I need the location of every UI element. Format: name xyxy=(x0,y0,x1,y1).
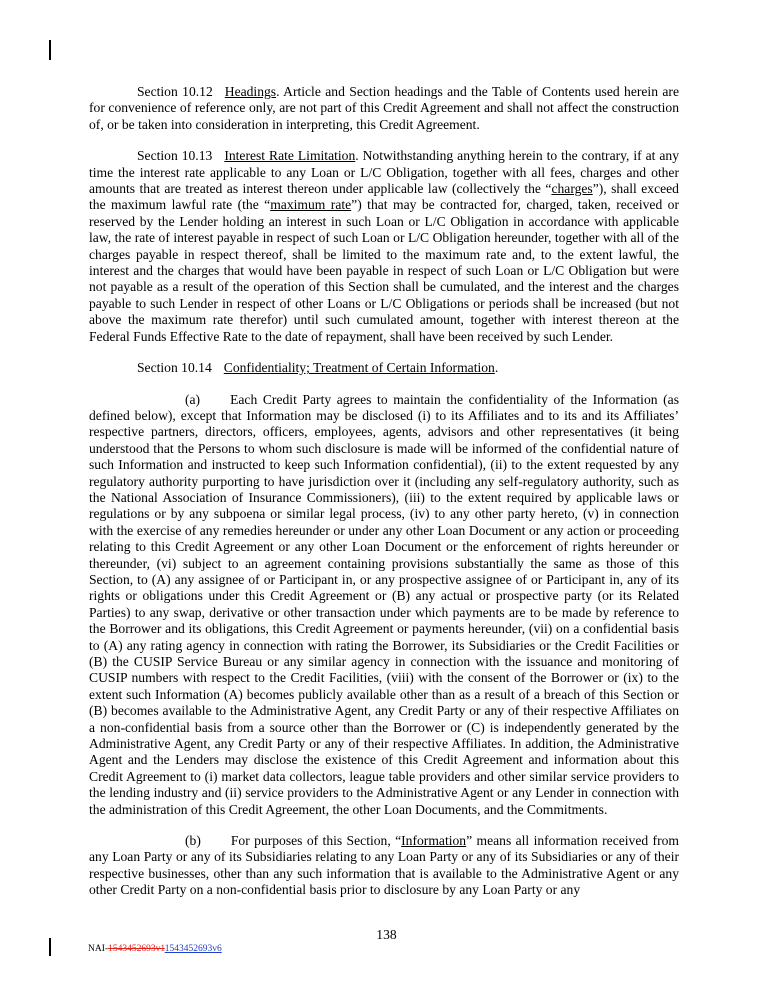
subsection-text: Each Credit Party agrees to maintain the confidentiality of the Information (as defined below), except that Information may be disclosed (i) to its Affiliates and to its and its Affiliates’ respective partners, directors, officers, employees, agents, advisors and other representatives (it being understood that the Persons to whom such disclosure is made will be informed of the confidential nature of such Information and instructed to keep such Information confidential), (ii) to the extent requested by any regulatory authority purporting to have jurisdiction over it (including any self-regulatory authority, such as the National Association of Insurance Commissioners), (iii) to the extent required by applicable laws or regulations or by any subpoena or similar legal process, (iv) to any other party hereto, (v) in connection with the exercise of any remedies hereunder or under any other Loan Document or any action or proceeding relating to this Credit Agreement or any other Loan Document or the enforcement of rights hereunder or thereunder, (vi) subject to an agreement containing provisions substantially the same as those of this Section, to (A) any assignee of or Participant in, or any prospective assignee of or Participant in, any of its rights or obligations under this Credit Agreement or (B) any actual or prospective party (or its Related Parties) to any swap, derivative or other transaction under which payments are to be made by reference to the Borrower and its obligations, this Credit Agreement or payments hereunder, (vii) on a confidential basis to (A) any rating agency in connection with rating the Borrower, its Subsidiaries or the Credit Facilities or (B) the CUSIP Service Bureau or any similar agency in connection with the issuance and monitoring of CUSIP numbers with respect to the Credit Facilities, (viii) with the consent of the Borrower or (ix) to the extent such Information (A) becomes publicly available other than as a result of a breach of this Section or (B) becomes available to the Administrative Agent, any Credit Party or any of their respective Affiliates on a non-confidential basis from a source other than the Borrower or (C) is independently generated by the Administrative Agent, any Credit Party or any of their respective Affiliates. In addition, the Administrative Agent and the Lenders may disclose the existence of this Credit Agreement and information about this Credit Agreement to (i) market data collectors, league table providers and other similar service providers to the lending industry and (ii) service providers to the Administrative Agent or any Lender in connection with the administration of this Credit Agreement, the other Loan Documents, and the Commitments. xyxy=(89,391,679,817)
doc-id-inserted: 1543452693v6 xyxy=(164,944,222,954)
section-heading: Interest Rate Limitation xyxy=(224,148,356,164)
section-number: Section 10.12 xyxy=(137,84,213,99)
subsection-text: For purposes of this Section, “ xyxy=(230,833,402,849)
document-body xyxy=(89,84,679,914)
section-10-13 xyxy=(89,148,679,345)
section-number: Section 10.13 xyxy=(137,148,213,164)
doc-prefix: NAI- xyxy=(88,944,109,954)
section-heading: Confidentiality; Treatment of Certain Information xyxy=(223,360,495,376)
section-text: ”) that may be contracted for, charged, taken, received or reserved by the Lender holding an interest in such Loan or L/C Obligation in accordance with applicable law, the rate of interest payable in respect of such Loan or L/C Obligation hereunder, together with all of the charges payable in respect thereof, shall be limited to the maximum rate and, to the extent lawful, the interest and the charges that would have been payable in respect of such Loan or L/C Obligation but were not payable as a result of the operation of this Section shall be cumulated, and the interest and the charges payable to such Lender in respect of other Loans or L/C Obligations or periods shall be increased (but not above the maximum rate therefor) until such cumulated amount, together with interest thereon at the Federal Funds Effective Rate to the date of repayment, shall have been received by such Lender. xyxy=(89,197,680,344)
section-number: Section 10.14 xyxy=(137,360,212,376)
subsection-label: (a) xyxy=(185,391,201,407)
section-10-12 xyxy=(89,84,679,133)
section-text: . Article and Section headings and the Table of Contents used herein are for convenience of reference only, are not part of this Credit Agreement and shall not affect the construction of, or be taken into consideration in interpreting, this Credit Agreement. xyxy=(89,84,679,132)
doc-id-deleted: 1543452693v1 xyxy=(108,944,165,954)
subsection-label: (b) xyxy=(185,833,201,849)
defined-term-charges: charges xyxy=(551,181,593,197)
subsection-text: ” means all information received from any Loan Party or any of its Subsidiaries relating to any Loan Party or any of its Subsidiaries or any of their respective businesses, other than any such information that is available to the Administrative Agent or any other Credit Party on a non-confidential basis prior to disclosure by any Loan Party or any xyxy=(89,833,679,898)
page-number: 138 xyxy=(376,927,397,942)
section-10-14-heading xyxy=(89,360,679,376)
heading-period: . xyxy=(494,360,499,376)
section-text: . Notwithstanding anything herein to the contrary, if at any time the interest rate applicable to any Loan or L/C Obligation, together with all fees, charges and other amounts that are treated as interest thereon under applicable law (collectively the “ xyxy=(89,148,680,197)
section-10-14-a xyxy=(89,392,679,819)
defined-term-maximum-rate: maximum rate xyxy=(270,197,352,213)
section-heading: Headings xyxy=(224,84,277,99)
change-bar-bottom xyxy=(49,938,51,956)
section-10-14-b xyxy=(89,833,679,899)
change-bar-top xyxy=(49,40,51,60)
defined-term-information: Information xyxy=(401,833,467,849)
section-text: ”), shall exceed the maximum lawful rate (the “ xyxy=(89,181,679,213)
document-id xyxy=(88,944,222,954)
